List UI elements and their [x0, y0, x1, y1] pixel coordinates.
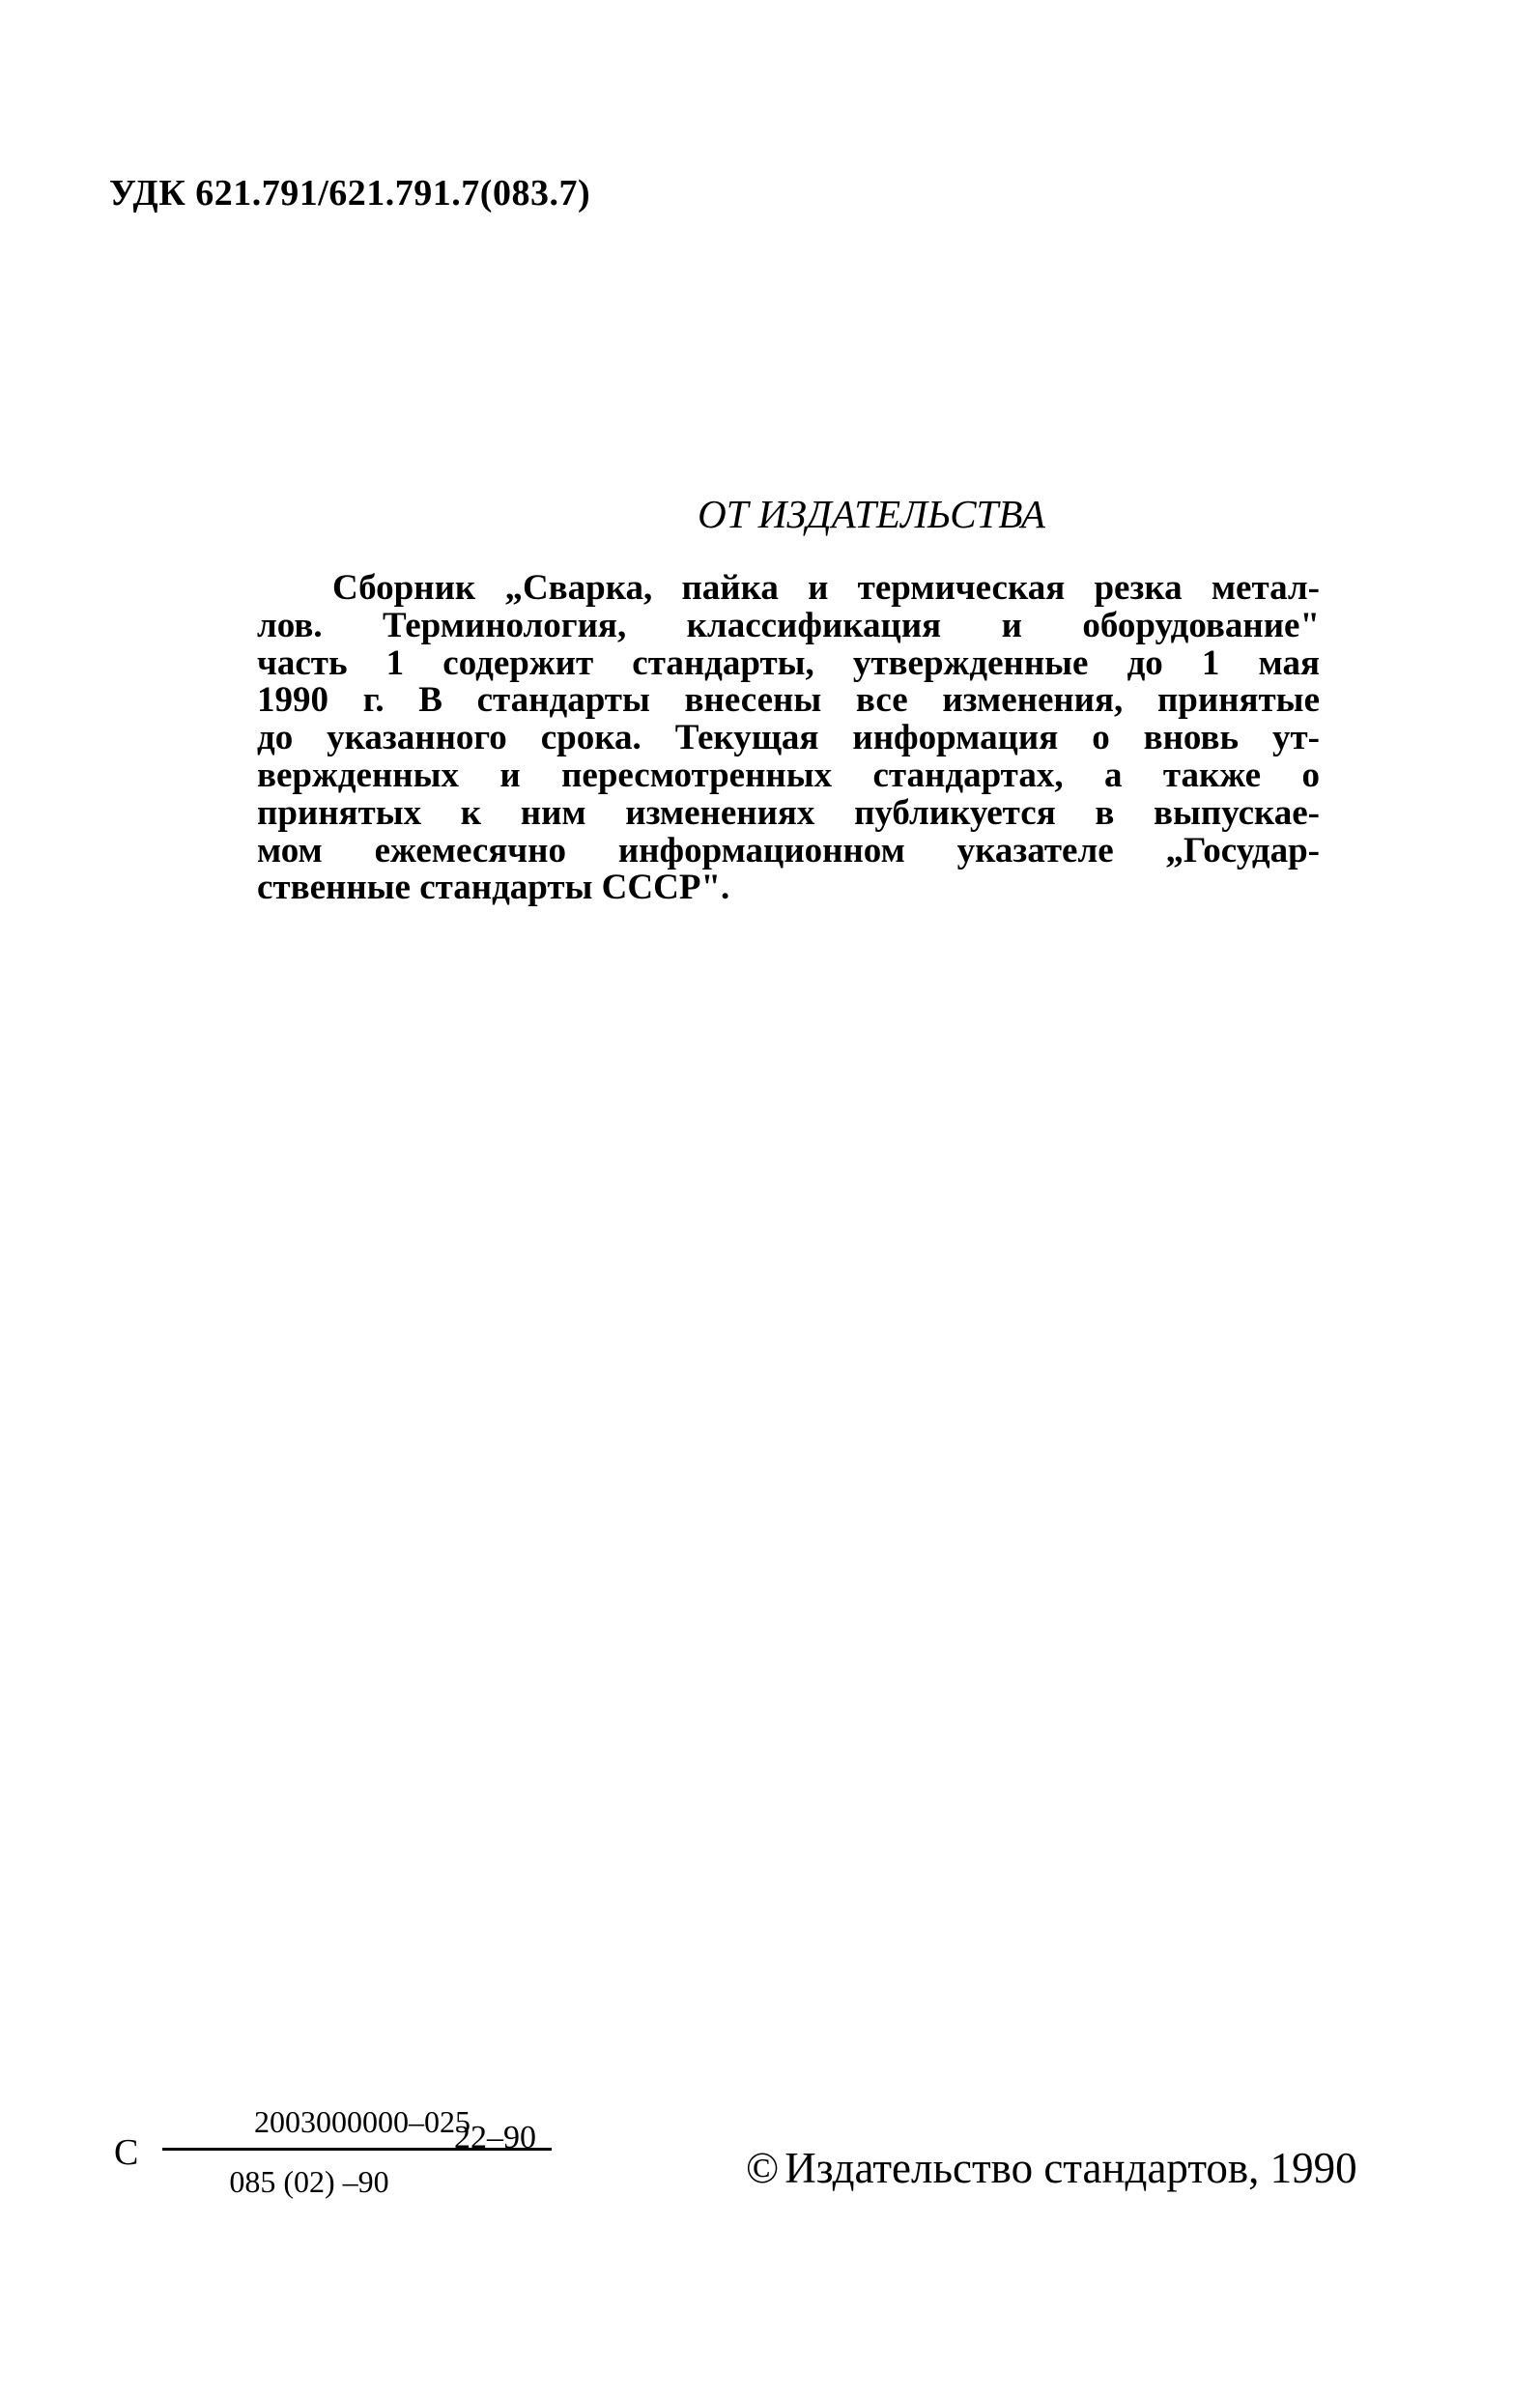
note-line: принятых к ним изменениях публикуется в выпускае-: [257, 792, 1320, 833]
note-line: вержденных и пересмотренных стандартах, а также о: [257, 755, 1320, 795]
code-letter: С: [114, 2132, 139, 2173]
section-heading: ОТ ИЗДАТЕЛЬСТВА: [698, 492, 1045, 536]
copyright-text: Издательство стандартов, 1990: [784, 2144, 1357, 2192]
copyright-icon: ©: [746, 2144, 780, 2192]
note-line: лов. Терминология, классификация и оборудование": [257, 605, 1320, 645]
note-line: ственные стандарты СССР".: [257, 868, 730, 908]
classification-code: [114, 2104, 597, 2220]
code-suffix: 22–90: [454, 2120, 536, 2155]
publisher-note: [257, 570, 1320, 907]
note-line: мом ежемесячно информационном указателе „Государ-: [257, 830, 1320, 870]
note-line: часть 1 содержит стандарты, утвержденные до 1 мая: [257, 642, 1320, 683]
code-denominator: 085 (02) –90: [229, 2164, 389, 2199]
note-line: Сборник „Сварка, пайка и термическая резка метал-: [332, 568, 1320, 608]
note-line: 1990 г. В стандарты внесены все изменения, принятые: [257, 680, 1320, 721]
code-numerator: 2003000000–025: [254, 2104, 471, 2139]
copyright-notice: [746, 2143, 1357, 2193]
udk-code: УДК 621.791/621.791.7(083.7): [109, 173, 591, 214]
note-line: до указанного срока. Текущая информация о вновь ут-: [257, 718, 1320, 758]
